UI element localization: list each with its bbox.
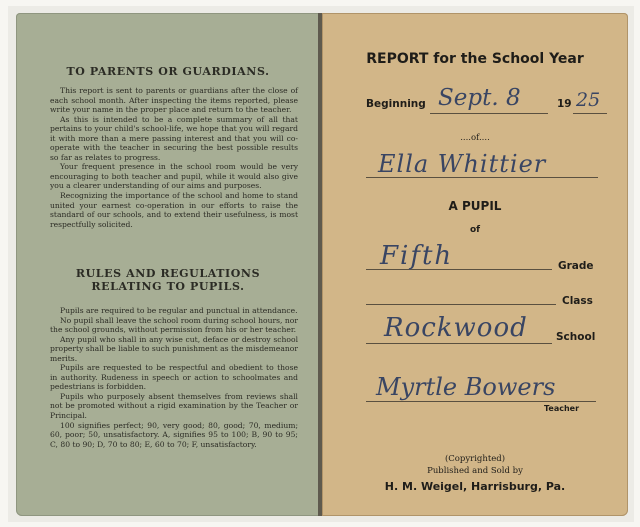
right-page [322,13,628,516]
rules-heading-line1: RULES AND REGULATIONS [75,267,261,280]
teacher-line [366,401,596,402]
rule-paragraph: Pupils are requested to be respectful and obedient to those in authority. Rudeness in speech or action to schoolmates and pedestrians is forbidden. [50,363,298,392]
left-page [16,13,320,516]
rule-paragraph: 100 signifies perfect; 90, very good; 80, good; 70, medium; 60, poor; 50, unsatisfactory. A, signifies 95 to 100; B, 90 to 95; C, 80 to 90; D, 70 to 80; E, 60 to 70; F, unsatisfactory. [50,420,298,449]
parents-paragraph: This report is sent to parents or guardians after the close of each school month. After inspecting the items reported, please write your name in the proper place and return to the teacher. [50,86,298,115]
published-note: Published and Sold by [427,466,523,476]
parents-text [50,86,298,229]
rule-paragraph: Pupils are required to be regular and punctual in attendance. [60,306,298,315]
copyright-note: (Copyrighted) [444,454,506,464]
date-line [430,113,548,114]
of-label-2: of [469,225,481,235]
school-label: School [556,331,596,343]
parents-paragraph: As this is intended to be a complete summary of all that pertains to your child's school-life, we hope that you will regard it with more than a mere passing interest and that you will co-operate with the teacher in securing the best possible results so far as relates to progress. [50,114,298,162]
rules-heading-line2: RELATING TO PUPILS. [91,280,245,293]
rule-paragraph: Any pupil who shall in any wise cut, deface or destroy school property shall be liable to such punishment as the misdemeanor merits. [50,334,298,363]
teacher-label: Teacher [544,404,580,413]
a-pupil-label: A PUPIL [448,199,502,213]
parents-paragraph: Recognizing the importance of the school and home to stand united your earnest co-operation in our efforts to raise the standard of our schools, and to extend their usefulness, is most respectfully solicited. [50,191,298,229]
report-title: REPORT for the School Year [366,51,584,67]
class-label: Class [562,295,593,307]
teacher-value: Myrtle Bowers [376,373,556,401]
school-line [366,343,552,344]
rule-paragraph: Pupils who purposely absent themselves from reviews shall not be promoted without a rigid examination by the Teacher or Principal. [50,391,298,421]
school-value: Rockwood [384,313,528,343]
class-line [366,304,556,305]
year-prefix: 19 [557,98,572,110]
parents-heading: TO PARENTS OR GUARDIANS. [66,65,270,78]
pupil-name: Ella Whittier [378,150,547,178]
of-label: ....of.... [460,133,490,143]
grade-label: Grade [558,260,594,272]
publisher-name: H. M. Weigel, Harrisburg, Pa. [384,480,566,493]
year-suffix: 25 [576,89,601,111]
beginning-label: Beginning [366,98,426,110]
rules-text [50,306,298,449]
year-line [573,113,607,114]
rule-paragraph: No pupil shall leave the school room during school hours, nor the school grounds, without permission from his or her teacher. [50,315,298,335]
parents-paragraph: Your frequent presence in the school room would be very encouraging to both teacher and pupil, while it would also give you a clearer understanding of our aims and purposes. [50,162,298,191]
grade-value: Fifth [380,241,454,271]
beginning-date: Sept. 8 [438,85,521,111]
